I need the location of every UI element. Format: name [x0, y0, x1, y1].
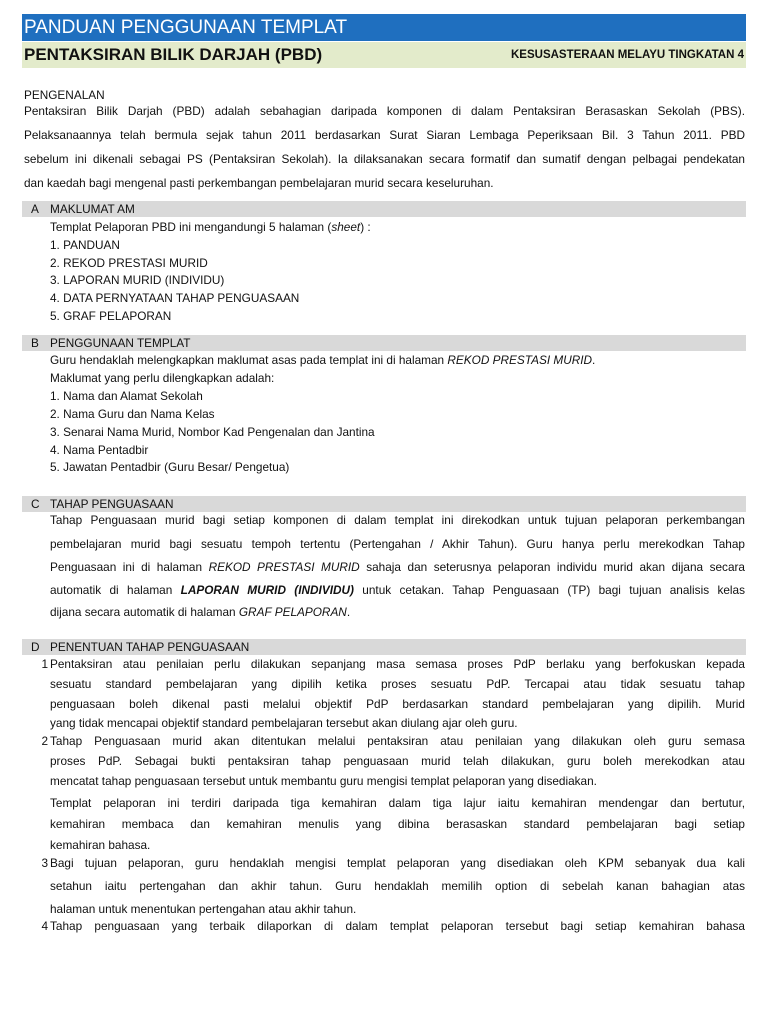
item-number: 4 [41, 919, 48, 933]
section-c-line: dijana secara automatik di halaman GRAF PELAPORAN. [50, 605, 351, 619]
intro-line: Pelaksanaannya telah bermula sejak tahun 2011 berdasarkan Surat Siaran Lembaga Peperiksaan Bil. 3 Tahun 2011. PBD [24, 128, 745, 142]
list-item: 1. PANDUAN [50, 238, 120, 252]
section-d-line: Bagi tujuan pelaporan, guru hendaklah mengisi templat pelaporan yang disediakan oleh KPM sebanyak dua kali [50, 856, 745, 870]
section-a-intro: Templat Pelaporan PBD ini mengandungi 5 halaman (sheet) : [50, 220, 371, 234]
section-d-line: mencatat tahap penguasaan tersebut untuk membantu guru mengisi templat pelaporan yang disediakan. [50, 774, 597, 788]
section-letter: C [31, 497, 40, 511]
page-title: PANDUAN PENGGUNAAN TEMPLAT [22, 14, 746, 41]
list-item: 2. Nama Guru dan Nama Kelas [50, 407, 215, 421]
list-item: 4. DATA PERNYATAAN TAHAP PENGUASAAN [50, 291, 300, 305]
section-d-line: penguasaan boleh dikenal pasti melalui objektif PdP berdasarkan standard pembelajaran yang dipilih. Murid [50, 697, 745, 711]
section-c-line: automatik di halaman LAPORAN MURID (INDIVIDU) untuk cetakan. Tahap Penguasaan (TP) bagi tujuan analisis kelas [50, 583, 745, 597]
section-d-line: setahun iaitu pertengahan dan akhir tahun. Guru hendaklah memilih option di sebelah kanan bahagian atas [50, 879, 745, 893]
section-title: PENENTUAN TAHAP PENGUASAAN [50, 640, 250, 654]
section-c-line: Tahap Penguasaan murid bagi setiap komponen di dalam templat ini direkodkan untuk tujuan pelaporan perkembangan [50, 513, 745, 527]
section-letter: A [31, 202, 39, 216]
section-c-line: pembelajaran murid bagi sesuatu tempoh tertentu (Pertengahan / Akhir Tahun). Guru hanya perlu merekodkan Tahap [50, 537, 745, 551]
intro-line: Pentaksiran Bilik Darjah (PBD) adalah sebahagian daripada komponen di dalam Pentaksiran Berasaskan Sekolah (PBS). [24, 104, 745, 118]
section-title: TAHAP PENGUASAAN [50, 497, 174, 511]
section-d-line: proses PdP. Sebagai bukti pentaksiran tahap penguasaan murid telah dilakukan, guru boleh merekodkan atau [50, 754, 745, 768]
section-letter: B [31, 336, 39, 350]
list-item: 5. GRAF PELAPORAN [50, 309, 172, 323]
list-item: 4. Nama Pentadbir [50, 443, 149, 457]
item-number: 2 [41, 734, 48, 748]
list-item: 3. LAPORAN MURID (INDIVIDU) [50, 273, 225, 287]
section-d-line: Templat pelaporan ini terdiri daripada tiga kemahiran dalam tiga lajur iaitu kemahiran mendengar dan bertutur, [50, 796, 745, 810]
intro-heading: PENGENALAN [24, 88, 105, 102]
section-d-line: yang tidak mencapai objektif standard pembelajaran tersebut akan diulang ajar oleh guru. [50, 716, 518, 730]
subtitle-bar [22, 42, 746, 68]
item-number: 3 [41, 856, 48, 870]
section-b-line: Guru hendaklah melengkapkan maklumat asas pada templat ini di halaman REKOD PRESTASI MURID. [50, 353, 596, 367]
list-item: 1. Nama dan Alamat Sekolah [50, 389, 203, 403]
intro-line: dan kaedah bagi mengenal pasti perkembangan pembelajaran murid secara keseluruhan. [24, 176, 494, 190]
subject-label: KESUSASTERAAN MELAYU TINGKATAN 4 [511, 49, 744, 61]
section-title: PENGGUNAAN TEMPLAT [50, 336, 191, 350]
list-item: 2. REKOD PRESTASI MURID [50, 256, 208, 270]
item-number: 1 [41, 657, 48, 671]
section-c-header [22, 496, 746, 512]
section-d-line: Tahap penguasaan yang terbaik dilaporkan di dalam templat pelaporan tersebut bagi setiap kemahiran bahasa [50, 919, 745, 933]
intro-line: sebelum ini dikenali sebagai PS (Pentaksiran Sekolah). Ia dilaksanakan secara formatif dan sumatif dengan pelbagai pendekatan [24, 152, 745, 166]
list-item: 3. Senarai Nama Murid, Nombor Kad Pengenalan dan Jantina [50, 425, 375, 439]
section-c-line: Penguasaan ini di halaman REKOD PRESTASI MURID sahaja dan seterusnya pelaporan individu murid akan dijana secara [50, 560, 745, 574]
section-d-header [22, 639, 746, 655]
section-b-line: Maklumat yang perlu dilengkapkan adalah: [50, 371, 275, 385]
section-d-line: kemahiran bahasa. [50, 838, 151, 852]
section-d-line: halaman untuk menentukan pertengahan atau akhir tahun. [50, 902, 357, 916]
section-letter: D [31, 640, 40, 654]
section-d-line: kemahiran membaca dan kemahiran menulis yang dibina berasaskan standard pembelajaran bagi setiap [50, 817, 745, 831]
page-subtitle: PENTAKSIRAN BILIK DARJAH (PBD) [24, 45, 323, 64]
section-d-line: sesuatu standard pembelajaran yang dipilih ketika proses sesuatu PdP. Tercapai atau tidak sesuatu tahap [50, 677, 745, 691]
list-item: 5. Jawatan Pentadbir (Guru Besar/ Pengetua) [50, 460, 290, 474]
section-d-line: Tahap Penguasaan murid akan ditentukan melalui pentaksiran atau penilaian yang dilakukan oleh guru semasa [50, 734, 745, 748]
section-b-header [22, 335, 746, 351]
section-title: MAKLUMAT AM [50, 202, 135, 216]
section-d-line: Pentaksiran atau penilaian perlu dilakukan sepanjang masa semasa proses PdP berlaku yang berfokuskan kepada [50, 657, 745, 671]
section-a-header [22, 201, 746, 217]
